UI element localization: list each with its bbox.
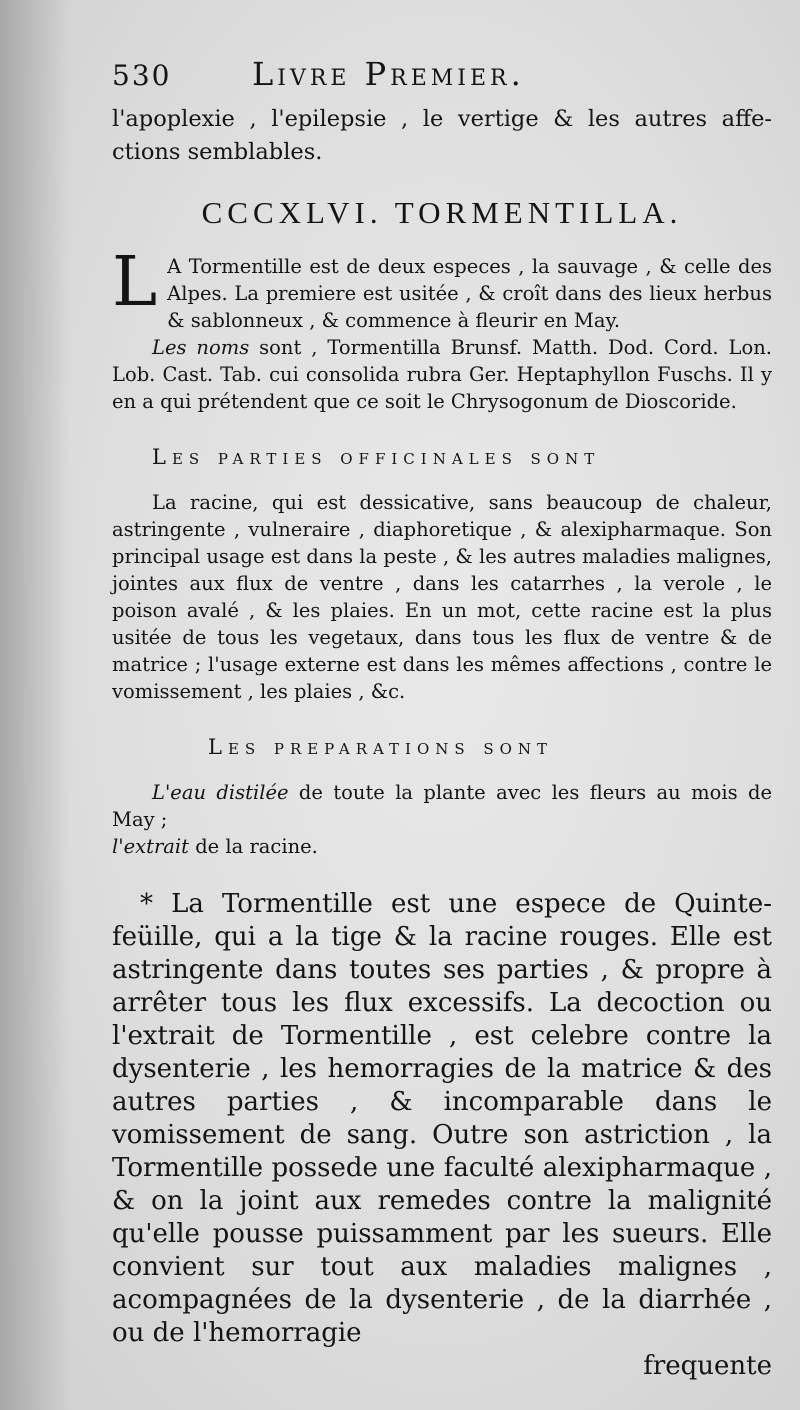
- names-label: Les noms: [152, 336, 250, 359]
- eau-label: L'eau distilée: [152, 781, 289, 804]
- extrait-text: de la racine.: [189, 835, 318, 858]
- drop-cap: L: [112, 243, 158, 322]
- description-text: A Tormentille est de deux especes , la sauvage , & celle des Alpes. La premiere est usitée , & croît dans des lieux herbus & sablonneux , & commence à fleurir en May.: [167, 255, 772, 332]
- note-paragraph: * La Tormentille est une espece de Quinte-feüille, qui a la tige & la racine rouges. Elle est astringente dans toutes ses parties , & propre à arrêter tous les flux excessifs. La decoction ou l'extrait de Tormentille , est celebre contre la dysenterie , les hemorragies de la matrice & des autres parties , & incomparable dans le vomissement de sang. Outre son astriction , la Tormentille possede une faculté alexipharmaque , & on la joint aux remedes contre la malignité qu'elle pousse puissamment par les sueurs. Elle convient sur tout aux maladies malignes , acompagnées de la dysenterie , de la diarrhée , ou de l'hemorragie: [112, 889, 772, 1348]
- names-paragraph: [112, 334, 772, 415]
- parties-paragraph: La racine, qui est dessicative, sans beaucoup de chaleur, astringente , vulneraire , diaphoretique , & alexipharmaque. Son principal usage est dans la peste , & les autres maladies malignes, jointes aux flux de ventre , dans les catarrhes , la verole , le poison avalé , & les plaies. En un mot, cette racine est la plus usitée de tous les vegetaux, dans tous les flux de ventre & de matrice ; l'usage externe est dans les mêmes affections , contre le vomissement , les plaies , &c.: [112, 491, 772, 703]
- section-title: CCCXLVI. TORMENTILLA.: [201, 195, 683, 230]
- eau-text: de toute la plante avec les fleurs au mois de May ;: [112, 781, 772, 831]
- subheading-parties: Les parties officinales sont: [152, 445, 601, 469]
- page-number: 530: [112, 59, 172, 92]
- running-title: Livre Premier.: [252, 55, 525, 93]
- text-block: [112, 55, 772, 1383]
- gutter-shadow: [0, 0, 70, 1410]
- subheading-preparations: Les preparations sont: [208, 735, 554, 759]
- preparations-paragraph: [112, 779, 772, 860]
- names-text: sont , Tormentilla Brunsf. Matth. Dod. Cord. Lon. Lob. Cast. Tab. cui consolida rubra Ger. Heptaphyllon Fuschs. Il y en a qui prétendent que ce soit le Chrysogonum de Dioscoride.: [112, 336, 772, 413]
- catchword: frequente: [643, 1351, 772, 1381]
- continued-text: l'apoplexie , l'epilepsie , le vertige & les autres affe-ctions semblables.: [112, 106, 772, 165]
- extrait-label: l'extrait: [112, 835, 189, 858]
- running-head: [112, 55, 772, 103]
- description-paragraph: [112, 243, 772, 334]
